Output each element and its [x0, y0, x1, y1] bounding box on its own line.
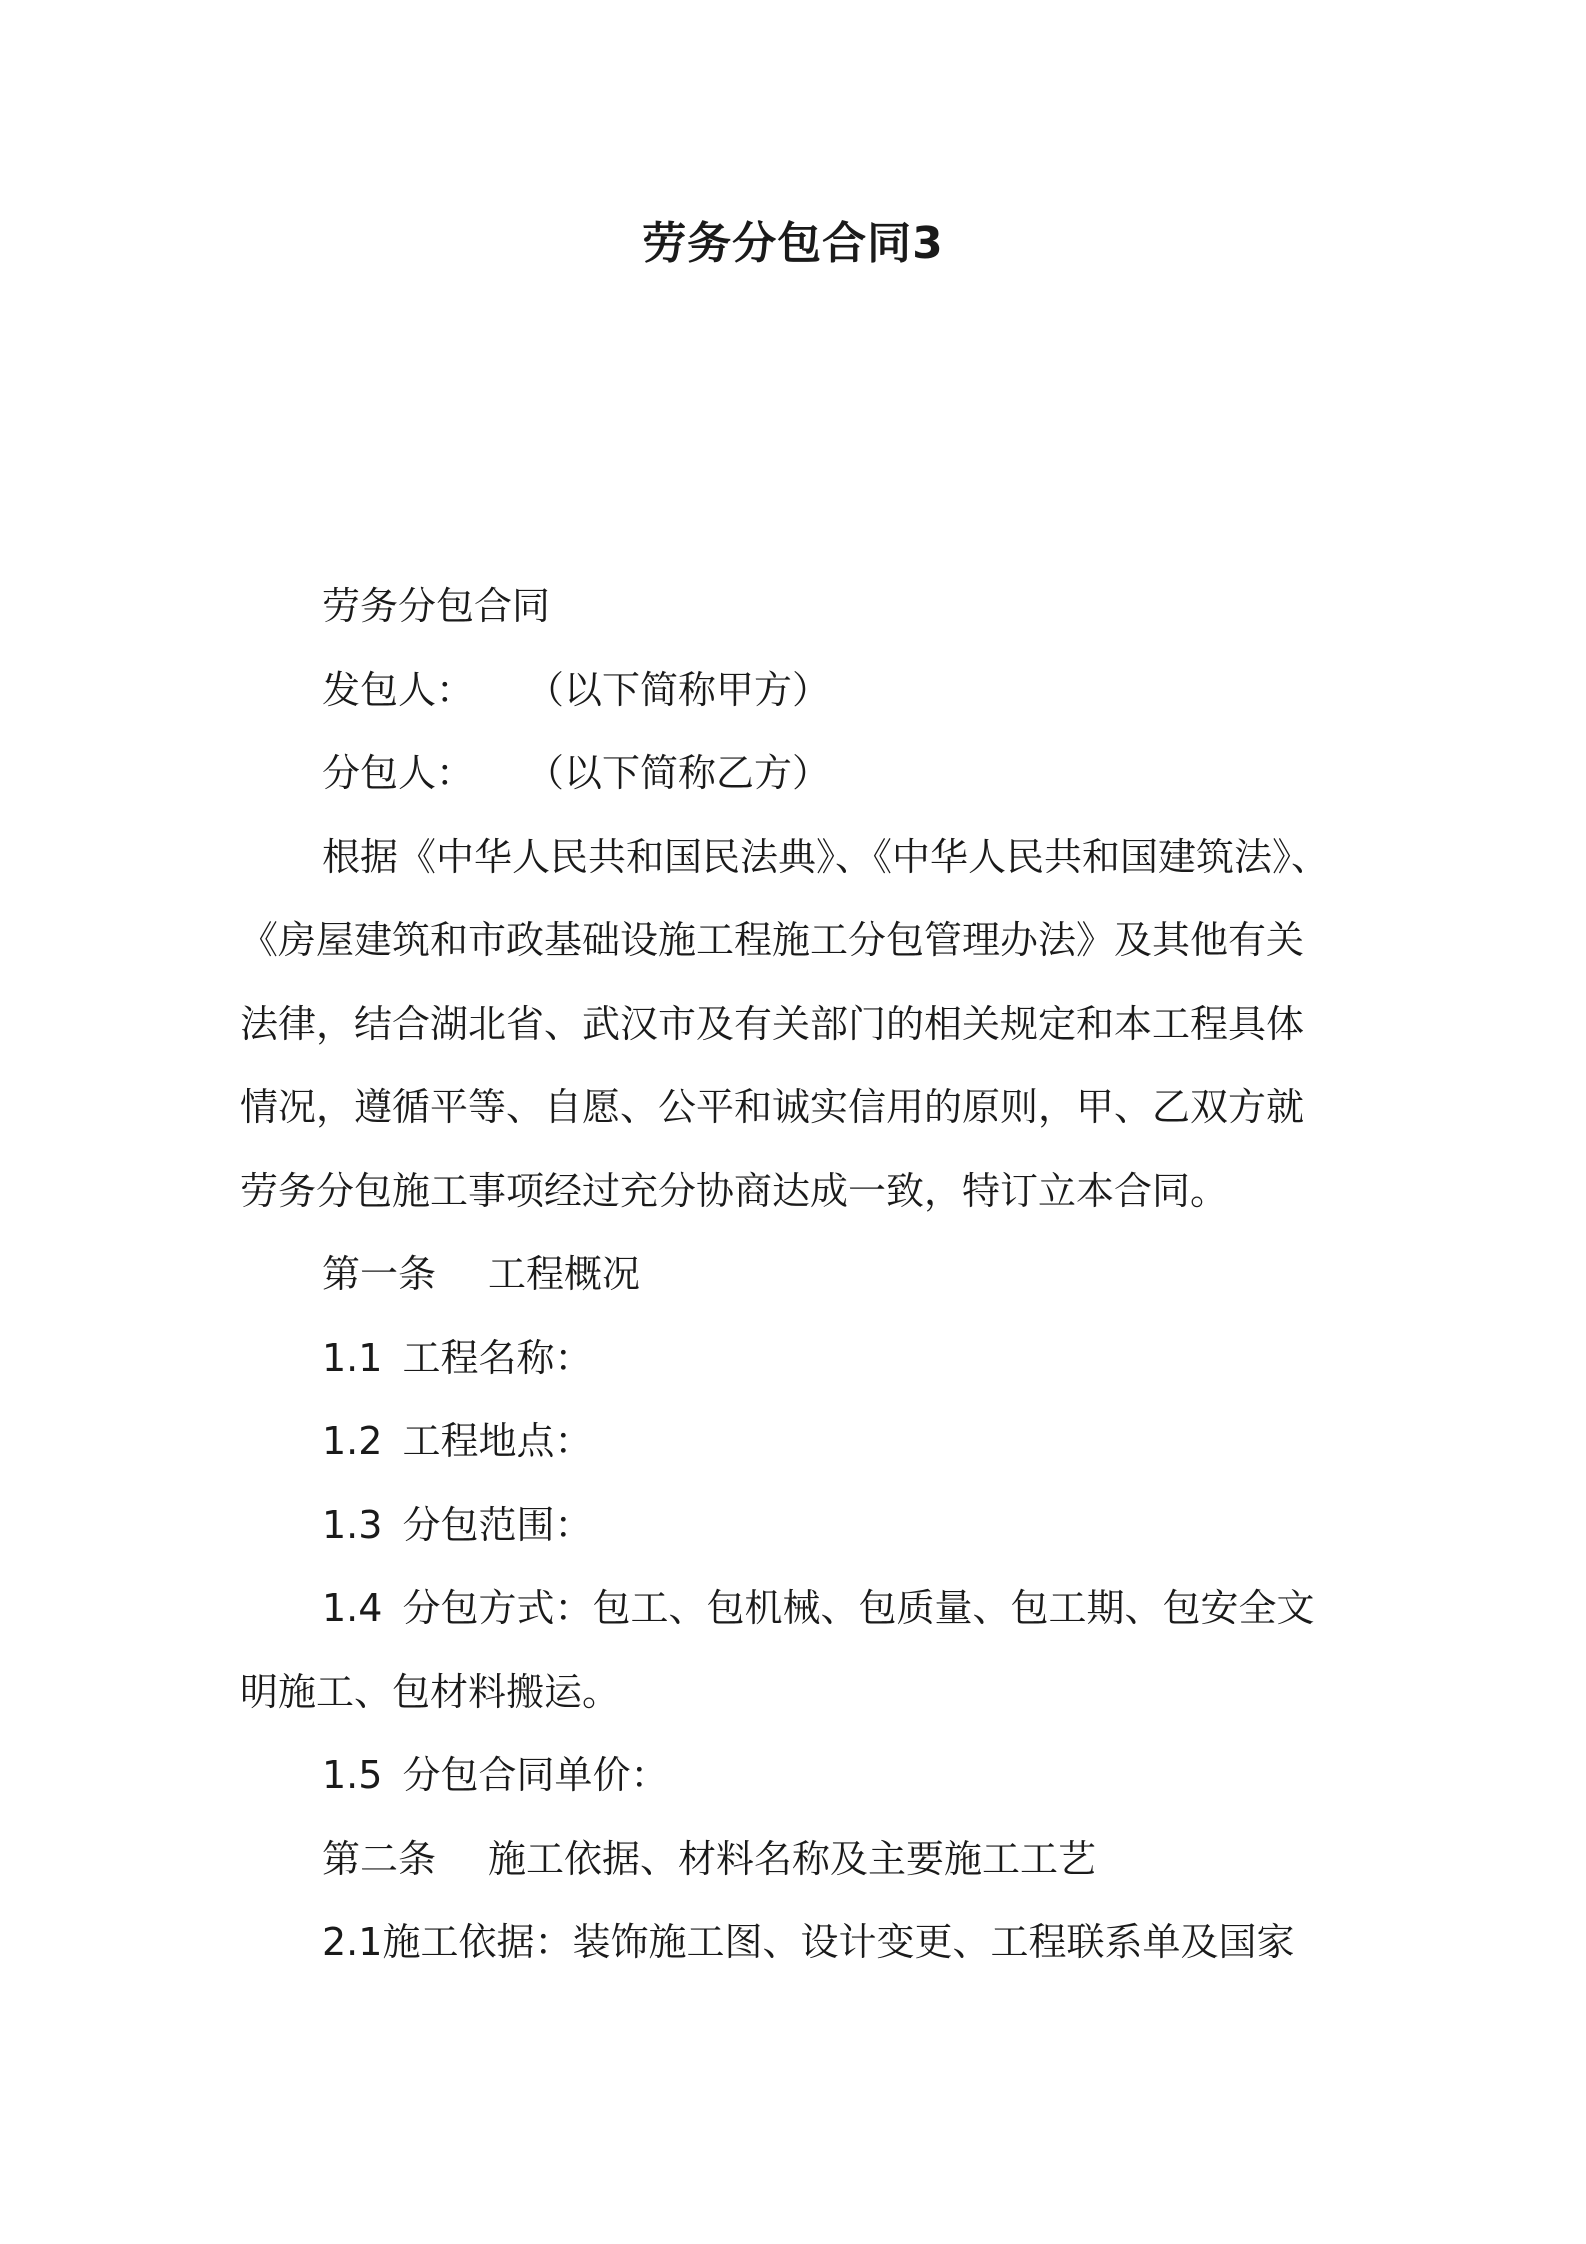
clause-1-2-number: 1.2	[322, 1419, 383, 1463]
party-b-label: 分包人：	[322, 751, 475, 795]
heading-text: 劳务分包合同	[322, 584, 551, 628]
preamble-line-5: 劳务分包施工事项经过充分协商达成一致，特订立本合同。	[240, 1168, 1229, 1213]
party-b-note: （以下简称乙方）	[526, 751, 831, 795]
clause-2-1-text: 施工依据：装饰施工图、设计变更、工程联系单及国家	[382, 1920, 1295, 1964]
clause-1-4-continuation: 明施工、包材料搬运。	[240, 1669, 621, 1714]
preamble-line-1: 根据《中华人民共和国民法典》、《中华人民共和国建筑法》、	[322, 834, 1330, 879]
article-1-title: 工程概况	[488, 1252, 641, 1296]
preamble-line-4: 情况，遵循平等、自愿、公平和诚实信用的原则，甲、乙双方就	[240, 1085, 1305, 1129]
document-body	[240, 565, 1360, 1985]
party-a-note: （以下简称甲方）	[526, 667, 831, 712]
clause-2-1	[240, 1901, 1360, 1985]
article-1-number: 第一条	[322, 1252, 437, 1296]
preamble-line-3: 法律，结合湖北省、武汉市及有关部门的相关规定和本工程具体	[240, 1001, 1305, 1046]
clause-1-1	[240, 1317, 1360, 1401]
party-a-label: 发包人：	[322, 667, 475, 712]
clause-1-3	[240, 1484, 1360, 1568]
clause-1-5-text: 分包合同单价：	[402, 1753, 669, 1797]
heading-line	[240, 565, 1360, 649]
party-a-line	[240, 649, 1360, 733]
clause-1-3-text: 分包范围：	[402, 1502, 593, 1547]
clause-1-2	[240, 1400, 1360, 1484]
clause-1-1-number: 1.1	[322, 1335, 383, 1380]
clause-1-5	[240, 1734, 1360, 1818]
article-1-heading	[240, 1233, 1360, 1317]
article-2-heading	[240, 1818, 1360, 1902]
preamble-line-2: 《房屋建筑和市政基础设施工程施工分包管理办法》及其他有关	[240, 918, 1305, 962]
article-2-number: 第二条	[322, 1836, 437, 1881]
clause-1-4	[240, 1567, 1360, 1651]
clause-1-3-number: 1.3	[322, 1502, 383, 1547]
clause-1-4-number: 1.4	[322, 1586, 383, 1630]
clause-1-2-text: 工程地点：	[402, 1419, 593, 1463]
clause-2-1-number: 2.1	[322, 1920, 383, 1964]
clause-1-1-text: 工程名称：	[402, 1335, 593, 1380]
clause-1-4-text: 分包方式：包工、包机械、包质量、包工期、包安全文	[402, 1586, 1315, 1630]
party-b-line	[240, 732, 1360, 816]
document-title: 劳务分包合同3	[642, 218, 944, 269]
article-2-title: 施工依据、材料名称及主要施工工艺	[488, 1836, 1097, 1881]
clause-1-5-number: 1.5	[322, 1753, 383, 1797]
